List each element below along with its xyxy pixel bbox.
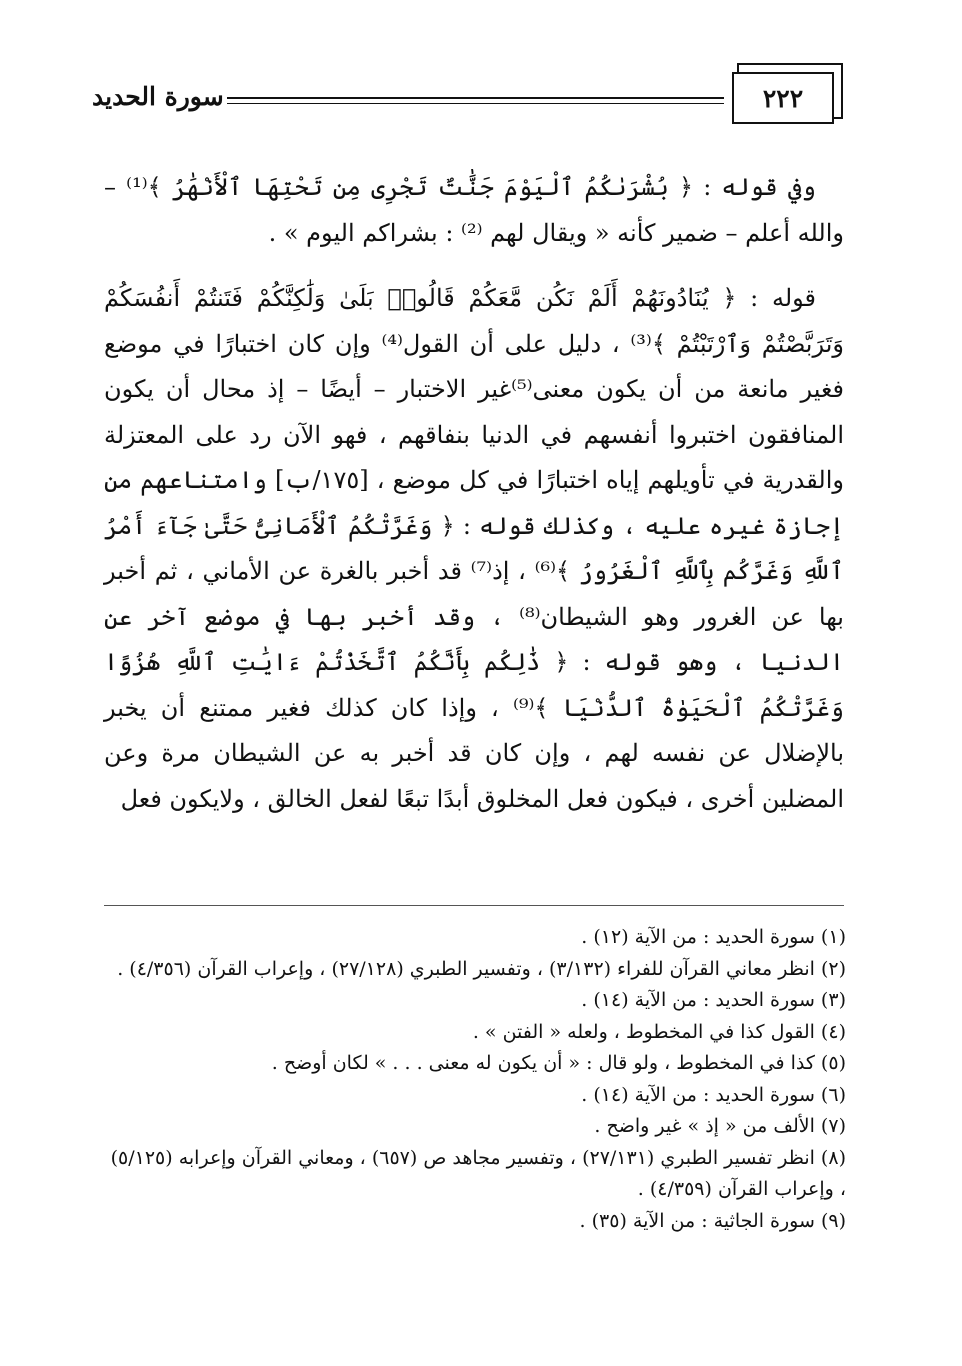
footnote-9: (٩) سورة الجاثية : من الآية (٣٥) . bbox=[579, 1209, 846, 1232]
footnote-separator bbox=[104, 905, 844, 906]
footnote-7: (٧) الألف من « إذ » غير واضح . bbox=[594, 1115, 846, 1137]
paragraph: وفي قوله : ﴿ بُشْرَىٰكُمُ ٱلْيَوْمَ جَنَّٰتٌ تَجْرِى مِن تَحْتِهَا ٱلْأَنْهَٰرُ ﴾⁽¹⁾ – والله أعلم – ضمير كأنه « ويقال لهم ⁽²⁾ : بشراكم اليوم » . bbox=[104, 173, 844, 247]
main-text bbox=[104, 165, 844, 822]
footnote-1: (١) سورة الحديد : من الآية (١٢) . bbox=[581, 926, 846, 948]
footnote-4: (٤) القول كذا في المخطوط ، ولعله « الفتن » . bbox=[472, 1020, 846, 1043]
footnote-8: (٨) انظر تفسير الطبري (٢٧/١٣١) ، وتفسير مجاهد ص (٦٥٧) ، ومعاني القرآن وإعرابه (٥/١٢٥) ، وإعراب القرآن (٤/٣٥٩) . bbox=[110, 1146, 846, 1200]
paragraph: قوله : ﴿ يُنَادُونَهُمْ أَلَمْ نَكُن مَّعَكُمْ قَالُوا۟ بَلَىٰ وَلَٰكِنَّكُمْ فَتَنتُمْ أَنفُسَكُمْ وَتَرَبَّصْتُمْ وَٱرْتَبْتُمْ ﴾⁽³⁾ ، دليل على أن القول⁽⁴⁾ وإن كان اختبارًا في موضع فغير مانعة من أن يكون معنى⁽⁵⁾غير الاختبار – أيضًا – إذ محال أن يكون المنافقون اختبروا أنفسهم في الدنيا بنفاقهم ، فهو الآن رد على المعتزلة والقدرية في تأويلهم إياه اختبارًا في كل موضع ، [١٧٥/ب] وامتناعهم من إجازة غيره عليه ، وكذلك قوله : ﴿ وَغَرَّتْكُمُ ٱلْأَمَانِىُّ حَتَّىٰ جَآءَ أَمْرُ ٱللَّهِ وَغَرَّكُم بِٱللَّهِ ٱلْغَرُورُ ﴾⁽⁶⁾ ، إذ⁽⁷⁾ قد أخبر بالغرة عن الأماني ، ثم أخبر بها عن الغرور وهو الشيطان⁽⁸⁾ ، وقد أخبر بها في موضع آخر عن الدنيا ، وهو قوله : ﴿ ذَٰلِكُم بِأَنَّكُمُ ٱتَّخَذْتُمْ ءَايَٰتِ ٱللَّهِ هُزُوًا وَغَرَّتْكُمُ ٱلْحَيَوٰةُ ٱلدُّنْيَا ﴾⁽⁹⁾ ، وإذا كان كذلك فغير ممتنع أن يخبر بالإضلال عن نفسه لهم ، وإن كان قد أخبر به عن الشيطان مرة وعن المضلين أخرى ، فيكون فعل المخلوق أبدًا تبعًا لفعل الخالق ، ولايكون فعل bbox=[104, 284, 844, 813]
running-title: سورة الحديد bbox=[92, 82, 224, 111]
header-rule bbox=[227, 97, 724, 104]
footnotes bbox=[104, 922, 846, 1237]
page-number: ٢٢٢ bbox=[732, 72, 834, 124]
footnote-2: (٢) انظر معاني القرآن للفراء (٣/١٣٢) ، وتفسير الطبري (٢٧/١٢٨) ، وإعراب القرآن (٤/٣٥٦) . bbox=[117, 957, 846, 980]
footnote-3: (٣) سورة الحديد : من الآية (١٤) . bbox=[581, 989, 846, 1011]
footnote-6: (٦) سورة الحديد : من الآية (١٤) . bbox=[581, 1083, 846, 1106]
footnote-5: (٥) كذا في المخطوط ، ولو قال : « أن يكون له معنى . . . » لكان أوضح . bbox=[271, 1052, 846, 1074]
page-header bbox=[92, 58, 856, 130]
